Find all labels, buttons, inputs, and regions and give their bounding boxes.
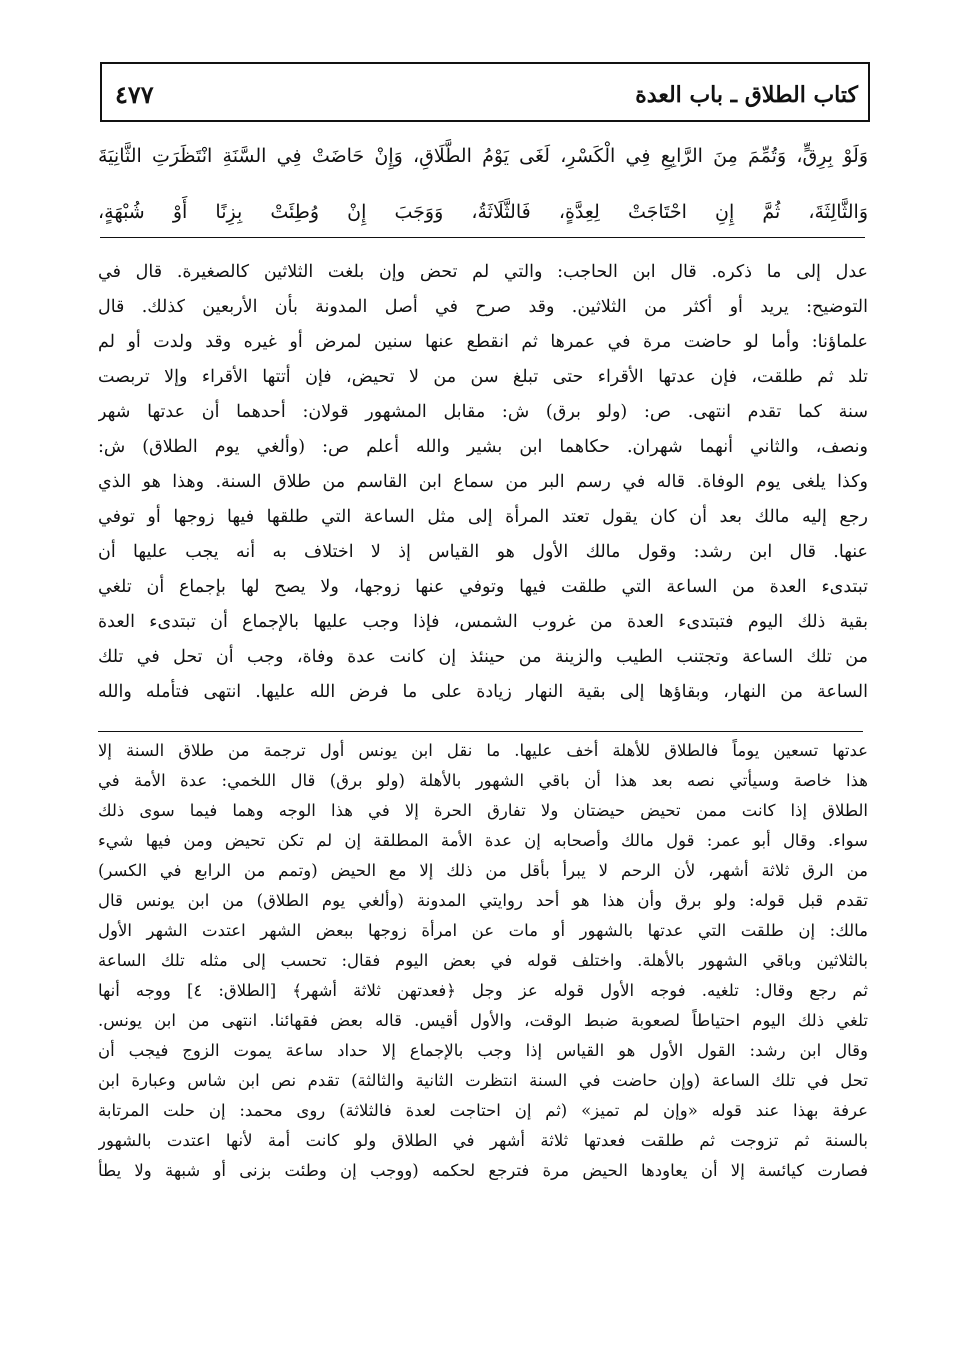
- footnote-separator-rule: [98, 731, 863, 732]
- commentary-line: تبتدىء العدة من الساعة التي طلقت فيها وتوفي عنها زوجها، ولا يصح لها بإجماع أن تلغي: [98, 577, 868, 597]
- commentary-line: عنها. قال ابن رشد: وقول مالك الأول هو القياس إذ لا اختلاف به أنه يجب عليها أن: [98, 542, 868, 562]
- footnote-line: عدتها تسعين يوماً فالطلاق للأهلة أخف عليها. ما نقل ابن يونس أول ترجمة من طلاق السنة إلا: [98, 741, 868, 760]
- footnote-line: بالثلاثين وباقي الشهور بالأهلة. واختلف قوله في بعض اليوم فقال: تحسب إلى مثله تلك الساعة: [98, 951, 868, 970]
- footnote-line: وقال ابن رشد: القول الأول هو القياس إذا وجب بالإجماع إلا حداد ساعة يموت الزوج فيجب أن: [98, 1041, 868, 1060]
- footnote-line: فصارت كيائسة إلا أن يعاودها الحيض مرة فترجع لحكمه (ووجب إن وطئت بزنى أو شبهة ولا يطأ: [98, 1161, 868, 1180]
- commentary-line: ونصف، والثاني أنهما شهران. حكاهما ابن بشير والله أعلم ص: (وألغي يوم الطلاق) ش:: [98, 437, 868, 457]
- matn-line: وَلَوْ بِرِقٍّ، وَتُمِّمَ مِنَ الرَّابِعِ فِي الْكَسْرِ، لَغَى يَوْمُ الطَّلَاقِ، وَإِنْ حَاضَتْ فِي السَّنَةِ انْتَظَرَتِ الثَّانِيَةَ: [98, 145, 868, 167]
- commentary-line: بقية ذلك اليوم فتبتدىء العدة من غروب الشمس، فإذا وجب عليها بالإجماع أن تبتدىء العدة: [98, 612, 868, 632]
- footnote-line: سواء. وقال أبو عمر: قول مالك وأصحابه إن عدة الأمة المطلقة إن لم تكن تحيض ومن فيها شيء: [98, 831, 868, 850]
- matn-separator-rule: [100, 237, 865, 238]
- commentary-line: من تلك الساعة وتجتنب الطيب والزينة من حينئذ إن كانت عدة وفاة، وجب أن تحل في تلك: [98, 647, 868, 667]
- footnote-line: ثم رجع وقال: تلغيه. فوجه الأول قوله عز وجل ﴿فعدتهن ثلاثة أشهر﴾ [الطلاق: ٤] ووجه أنها: [98, 981, 868, 1000]
- footnote-line: مالك: إن طلقت التي عدتها بالشهور أو مات عن امرأة زوجها ببعض الشهر اعتدت الشهر الأول: [98, 921, 868, 940]
- footnote-line: الطلاق إذا كانت ممن تحيض حيضتان ولا تفارق الحرة إلا في هذا الوجه وهما فيما سوى ذلك: [98, 801, 868, 820]
- commentary-line: عدل إلى ما ذكره. قال ابن الحاجب: والتي لم تحض وإن بلغت الثلاثين كالصغيرة. قال في: [98, 262, 868, 282]
- footnote-line: تحل في تلك الساعة (وإن حاضت في السنة انتظرت الثانية والثالثة) تقدم نص ابن شاس وعبارة ابن: [98, 1071, 868, 1090]
- footnote-line: بالسنة ثم تزوجت ثم طلقت فعدتها ثلاثة أشهر في الطلاق ولو كانت أمة لأنها اعتدت بالشهور: [98, 1131, 868, 1150]
- header-frame-right: [868, 62, 870, 122]
- running-header-title: كتاب الطلاق ـ باب العدة: [635, 82, 858, 108]
- commentary-line: رجع إليه مالك بعد أن كان يقول تعتد المرأة إلى مثل الساعة التي طلقها فيها زوجها أو توفي: [98, 507, 868, 527]
- commentary-line: علماؤنا: وأما لو حاضت مرة في عمرها ثم انقطع عنها سنين لمرض أو غيره وقد ولدت أو لم: [98, 332, 868, 352]
- header-frame-top: [100, 62, 870, 64]
- matn-line: وَالثَّالِثَةَ، ثُمَّ إِنِ احْتَاجَتْ لِعِدَّةٍ، فَالثَّلَاثَةُ، وَوَجَبَ إِنْ وُطِئَتْ بِزِنًا أَوْ شُبْهَةٍ،: [98, 201, 868, 223]
- footnote-line: تقدم قبل قوله: ولو برق وأن هذا هو أحد روايتي المدونة (وألغي يوم الطلاق) من ابن يونس قال: [98, 891, 868, 910]
- header-rule: [100, 120, 870, 122]
- footnote-line: هذا خاصة وسيأتي نصه بعد هذا أن باقي الشهور بالأهلة (ولو برق) قال اللخمي: عدة الأمة في: [98, 771, 868, 790]
- commentary-line: تلد ثم طلقت، فإن عدتها الأقراء حتى تبلغ سن من لا تحيض، فإن أتتها الأقراء وإلا تربصت: [98, 367, 868, 387]
- commentary-line: سنة كما تقدم انتهى. ص: (ولو برق) ش: مقابل المشهور قولان: أحدهما أن عدتها شهر: [98, 402, 868, 422]
- commentary-line: وكذا يلغى يوم الوفاة. قاله في رسم البر من سماع ابن القاسم من طلاق السنة. وهذا هو الذي: [98, 472, 868, 492]
- commentary-line: التوضيح: يريد أو أكثر من الثلاثين. وقد صرح في أصل المدونة بأن الأربعين كذلك. قال: [98, 297, 868, 317]
- footnote-line: تلغي ذلك اليوم احتياطاً لصعوبة ضبط الوقت، والأول أقيس. قاله بعض فقهائنا. انتهى من ابن يونس.: [98, 1011, 868, 1030]
- commentary-line: الساعة من النهار، وبقاؤها إلى بقية النهار زيادة على ما فرض الله عليها. انتهى فتأمله والله: [98, 682, 868, 702]
- page-number: ٤٧٧: [115, 80, 154, 109]
- footnote-line: من الرق ثلاثة أشهر، لأن الرحم لا يبرأ بأقل من ذلك إلا مع الحيض (وتمم من الرابع في الكسر): [98, 861, 868, 880]
- footnote-line: عرفة بهذا عند قوله «وإن لم تميز» (ثم إن احتاجت لعدة فالثلاثة) روى محمد: إن حلت المرتابة: [98, 1101, 868, 1120]
- header-frame-left: [100, 62, 102, 122]
